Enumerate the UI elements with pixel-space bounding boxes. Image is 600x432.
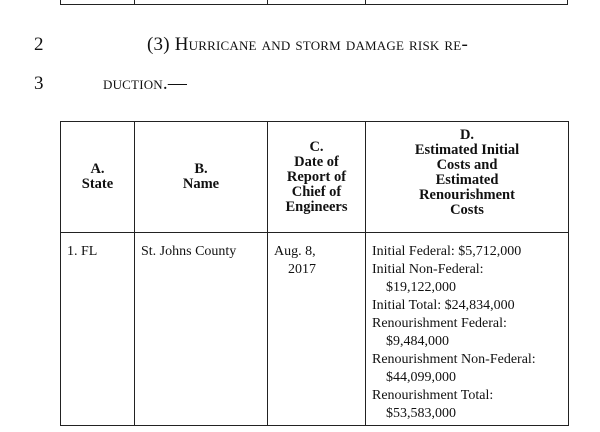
cost-amount: $44,099,000: [386, 370, 456, 385]
header-label: Renourishment: [419, 187, 515, 203]
header-costs: [366, 122, 569, 233]
cost-entry: [372, 387, 562, 423]
cost-entry: [372, 315, 562, 351]
cell-date: [268, 233, 366, 426]
line-number: 3: [34, 73, 44, 94]
cost-entry: [372, 297, 562, 315]
header-label: State: [81, 176, 114, 192]
header-label: Costs: [450, 202, 484, 218]
table-header-row: [61, 122, 569, 233]
date-line: Aug. 8,: [274, 244, 316, 259]
header-label: Chief of: [291, 183, 342, 200]
cost-label: Renourishment Non-Federal:: [372, 352, 536, 367]
header-label: Date of: [294, 153, 339, 170]
section-heading-line-1: [147, 34, 468, 56]
cell-state: 1. FL: [61, 233, 135, 426]
cost-label: Initial Federal: $5,712,000: [372, 244, 522, 259]
line-number: 2: [34, 34, 44, 55]
cost-amount: $19,122,000: [386, 280, 456, 295]
header-label: Name: [182, 176, 220, 192]
header-label: Estimated: [435, 172, 499, 188]
header-date: [268, 122, 366, 233]
cost-entry: [372, 243, 562, 261]
header-label: Costs and: [436, 157, 498, 173]
cost-label: Initial Non-Federal:: [372, 262, 484, 277]
heading-title-text: Hurricane and storm damage risk re-: [174, 34, 468, 55]
cost-entry: [372, 351, 562, 387]
cost-amount: $9,484,000: [386, 334, 449, 349]
header-letter: A.: [90, 161, 105, 177]
header-state: [61, 122, 135, 233]
heading-paragraph-number: (3): [147, 34, 175, 55]
cost-label: Renourishment Federal:: [372, 316, 507, 331]
section-heading-line-2: duction.—: [103, 73, 188, 94]
header-label: Engineers: [285, 198, 348, 215]
header-name: [135, 122, 268, 233]
header-letter: D.: [459, 127, 475, 143]
header-letter: B.: [194, 161, 208, 177]
cost-entry: [372, 261, 562, 297]
cost-label: Renourishment Total:: [372, 388, 494, 403]
header-label: Estimated Initial: [414, 142, 520, 158]
date-line: 2017: [288, 262, 316, 277]
table-row: [61, 233, 569, 426]
previous-table-bottom-edge: [60, 0, 568, 5]
cell-costs: [366, 233, 569, 426]
cell-name: St. Johns County: [135, 233, 268, 426]
header-label: Report of: [286, 168, 347, 185]
cost-amount: $53,583,000: [386, 406, 456, 421]
header-letter: C.: [309, 138, 324, 155]
project-table: [60, 121, 569, 426]
cost-label: Initial Total: $24,834,000: [372, 298, 515, 313]
